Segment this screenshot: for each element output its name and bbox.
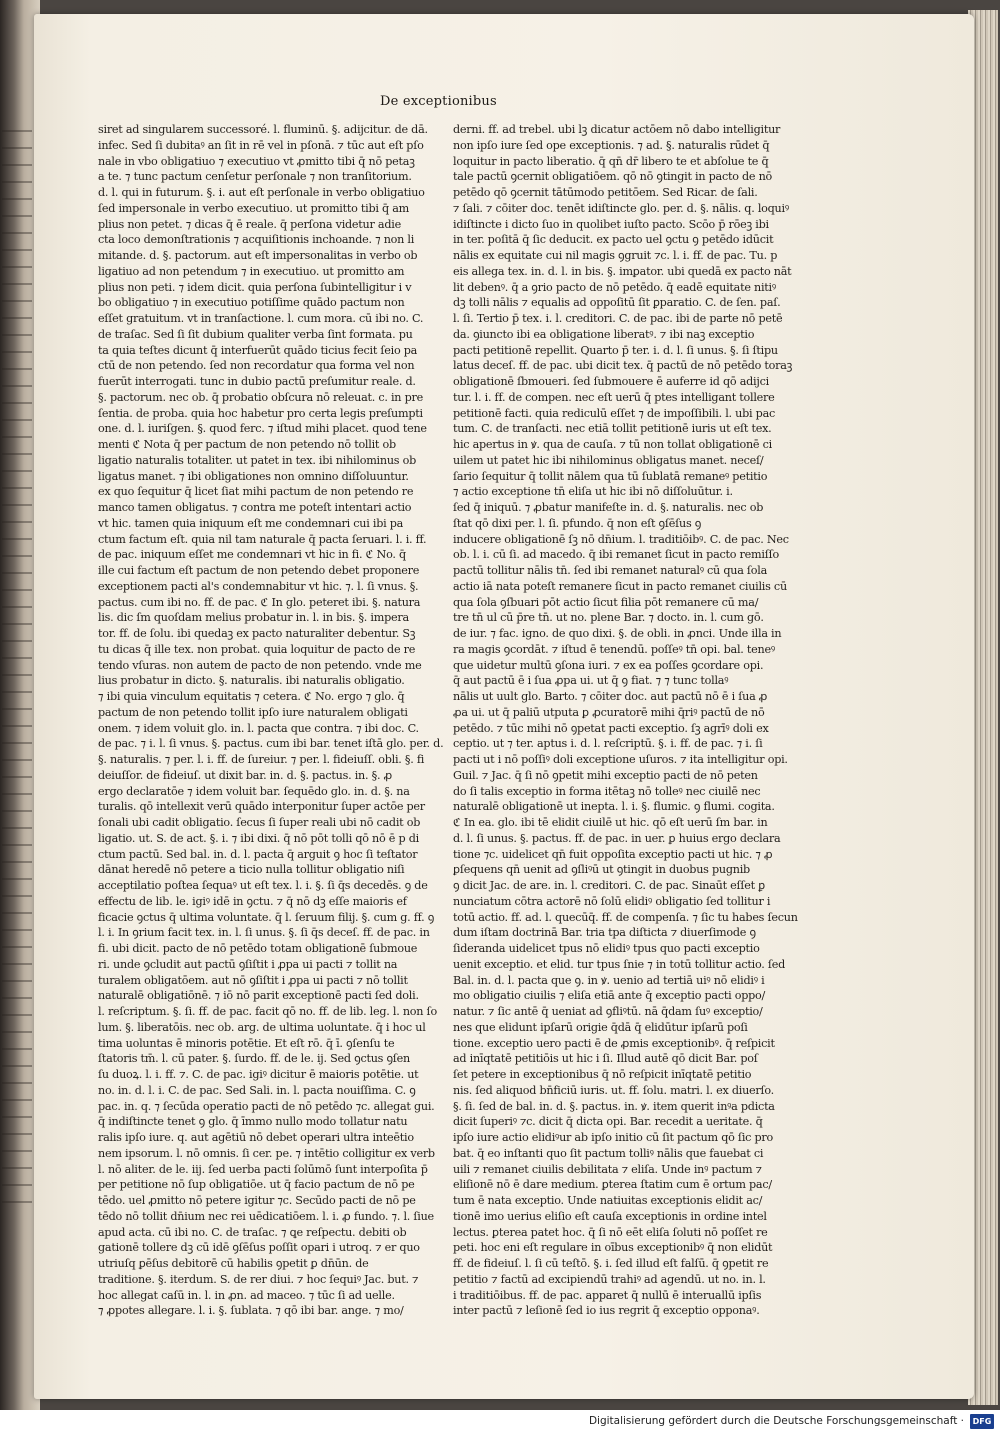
- text-line: l. nō aliter. de le. iij. ſed uerba pacti ſolūmō ſunt interpoſita p̄: [98, 1162, 428, 1176]
- text-line: inducere obligationē ſꝫ nō dn̄ium. l. traditiōibꝰ. C. de pac. Nec: [453, 532, 789, 546]
- text-line: ℭ In ea. glo. ibi tē elidit ciuilē ut hic. qō eſt uerū ſm bar. in: [453, 816, 768, 829]
- text-line: ctum pactū. Sed bal. in. d. l. pacta q̄ arguit ꝯ hoc ſi teſtator: [98, 847, 418, 861]
- text-line: tēdo. uel ꝓmitto nō petere igitur ⁊c. Secūdo pacti de nō pe: [98, 1194, 416, 1207]
- text-line: q̄ indiſtincte tenet ꝯ glo. q̄ īmmo nullo modo tollatur natu: [98, 1115, 408, 1129]
- text-line: ꝯ dicit Jac. de are. in. l. creditori. C. de pac. Sinaūt eſſet ꝑ: [453, 879, 765, 892]
- text-line: tēdo nō tollit dn̄ium nec rei uēdicatiōem. l. i. ꝓ fundo. ⁊. l. ſiue: [98, 1209, 434, 1223]
- text-line: de pac. ⁊ i. l. ſi vnus. §. pactus. cum ibi bar. tenet iſtā glo. per. d.: [98, 737, 444, 751]
- text-line: ob. l. i. cū ſi. ad macedo. q̄ ibi remanet ſicut in pacto remiſſo: [453, 548, 779, 562]
- text-line: in ter. poſitā q̄ ſic deducit. ex pacto uel ꝯctu ꝯ petēdo idūcit: [453, 233, 774, 247]
- text-line: pacti ut i nō poſſiꝰ doli exceptione uſuros. ⁊ ita intelligitur opi.: [453, 753, 788, 766]
- text-line: nale in vbo obligatiuo ⁊ executiuo vt ꝓmitto tibi q̄ nō petaꝫ: [98, 154, 415, 168]
- text-line: cta loco demonſtrationis ⁊ acquiſitionis inchoande. ⁊ non li: [98, 233, 415, 247]
- text-line: inter pactū ⁊ leſionē ſed io ius regrit q̄ exceptio opponaꝰ.: [453, 1304, 760, 1318]
- text-line: ſtatoris tm̄. l. cū pater. §. ſurdo. ff. de le. ij. Sed ꝯctus ꝯſen: [98, 1052, 411, 1066]
- dfg-logo: DFG: [970, 1414, 994, 1429]
- text-line: bo obligatiuo ⁊ in executiuo potiſſime quādo pactum non: [98, 296, 405, 310]
- text-line: eliſionē nō ē dare medium. ꝑterea ſtatim cum ē ortum pac/: [453, 1178, 772, 1192]
- text-line: §. ſi. ſed de bal. in. d. §. pactus. in. ꝟ. item querit inꝰa pdicta: [453, 1099, 775, 1113]
- text-line: hoc allegat caſū in. l. in ꝓn. ad maceo. ⁊ tūc ſi ad uelle.: [98, 1288, 395, 1302]
- text-line: nālis ex equitate cui nil magis ꝯgruit ⁊c. l. i. ff. de pac. Tu. p: [453, 249, 778, 262]
- text-line: ergo declaratōe ⁊ idem voluit bar. ſequēdo glo. in. d. §. na: [98, 784, 410, 798]
- text-line: ⁊ actio exceptione tn̄ eliſa ut hic ibi nō diſſoluūtur. i.: [453, 485, 733, 499]
- text-line: actio iā nata poteſt remanere ſicut in pacto remanet ciuilis cū: [453, 579, 787, 593]
- text-line: nes que elidunt ipſarū origie q̄dā q̄ elidūtur ipſarū poſi: [453, 1020, 748, 1034]
- text-line: nālis ut uult glo. Barto. ⁊ cōiter doc. aut pactū nō ē i ſua ꝓ: [453, 690, 768, 703]
- text-line: ille cui factum eſt pactum de non petendo debet proponere: [98, 564, 420, 577]
- text-line: lit debenꝰ. q̄ a ꝯrio pacto de nō petēdo. q̄ eadē equitate nitiꝰ: [453, 280, 776, 294]
- text-line: latus deceſ. ff. de pac. ubi dicit tex. q̄ pactū de nō petēdo toraꝫ: [453, 359, 793, 373]
- text-line: ctū de non petendo. ſed non recordatur qua forma vel non: [98, 359, 415, 373]
- left-text-column: [98, 122, 444, 1318]
- text-line: dum iſtam doctrinā Bar. tria tpa diſticta ⁊ diuerſimode ꝯ: [453, 926, 756, 940]
- text-line: ſu duoꝝ. l. i. ff. ⁊. C. de pac. igiꝰ dicitur ē maioris potētie. ut: [98, 1068, 419, 1081]
- text-line: ctum factum eſt. quia nil tam naturale q̄ pacta ſeruari. l. i. ff.: [98, 532, 427, 546]
- text-line: petēdo. ⁊ tūc mihi nō ꝯpetat pacti exceptio. ſꝫ agrīꝰ doli ex: [453, 721, 769, 735]
- footer-bar: [0, 1410, 1000, 1434]
- text-line: petitio ⁊ factū ad excipiendū trahiꝰ ad agendū. ut no. in. l.: [453, 1272, 766, 1286]
- text-line: ꝓa ui. ut q̄ paliū utputa ꝑ ꝓcuratorē mihi q̄riꝰ pactū de nō: [453, 705, 765, 719]
- text-line: ⁊ ꝓpotes allegare. l. i. §. ſublata. ⁊ qō ibi bar. ange. ⁊ mo/: [98, 1304, 404, 1318]
- text-line: ſtat qō dixi per. l. ſi. pfundo. q̄ non eſt ꝯſēſus ꝯ: [453, 516, 702, 530]
- previous-page-text-lines: [2, 130, 32, 1210]
- text-line: ſario ſequitur q̄ tollit nālem qua tū ſublatā remaneꝰ petitio: [453, 469, 768, 483]
- text-line: l. reſcriptum. §. ſi. ff. de pac. facit qō no. ff. de lib. leg. l. non ſo: [98, 1005, 437, 1018]
- text-line: ⁊ ibi quia vinculum equitatis ⁊ cetera. ℭ No. ergo ⁊ glo. q̄: [98, 690, 405, 703]
- text-line: deiuſſor. de fideiuſ. ut dixit bar. in. d. §. pactus. in. §. ꝓ: [98, 768, 392, 782]
- text-line: ad inīqtatē petitiōis ut hic i ſi. Illud autē qō dicit Bar. poſ: [453, 1052, 758, 1066]
- text-line: lectus. ꝑterea patet hoc. q̄ ſi nō eēt eliſa ſoluti nō poſſet re: [453, 1225, 768, 1239]
- text-line: per petitione nō ſup obligatiōe. ut q̄ facio pactum de nō pe: [98, 1178, 415, 1192]
- text-line: §. naturalis. ⁊ per. l. i. ff. de ſureiur. ⁊ per. l. fideiuſſ. obli. §. fi: [98, 753, 425, 766]
- running-title: De exceptionibus: [380, 94, 497, 109]
- text-line: eſſet gratuitum. vt in tranſactione. l. cum mora. cū ibi no. C.: [98, 312, 424, 325]
- text-line: turalem obligatōem. aut nō ꝯſiſtit i ꝓpa ui pacti ⁊ nō tollit: [98, 973, 408, 987]
- text-line: manco tamen obligatus. ⁊ contra me poteſt intentari actio: [98, 501, 412, 514]
- text-line: ceptio. ut ⁊ ter. aptus i. d. l. reſcriptū. §. i. ff. de pac. ⁊ i. ſi: [453, 737, 763, 751]
- text-line: de pac. iniquum eſſet me condemnari vt hic in fi. ℭ No. q̄: [98, 548, 406, 562]
- text-line: d. l. ſi unus. §. pactus. ff. de pac. in uer. ꝑ huius ergo declara: [453, 831, 781, 845]
- text-line: ſideranda uidelicet tpus nō elidiꝰ tpus quo pacti exceptio: [453, 942, 760, 955]
- text-line: turalis. qō intellexit verū quādo interponitur ſuper actōe per: [98, 800, 425, 814]
- text-line: non ipſo iure ſed ope exceptionis. ⁊ ad. §. naturalis rūdet q̄: [453, 138, 770, 152]
- text-line: ralis ipſo iure. q. aut agētiū nō debet operari ultra inteētio: [98, 1131, 414, 1144]
- text-line: dānat heredē nō petere a ticio nulla tollitur obligatio niſi: [98, 863, 405, 877]
- text-line: de traſac. Sed ſi ſit dubium qualiter verba ſint formata. pu: [98, 327, 413, 341]
- text-line: tum ē nata exceptio. Unde natiuitas exceptionis elidit ac/: [453, 1194, 763, 1207]
- text-line: d. l. qui in futurum. §. i. aut eſt perſonale in verbo obligatiuo: [98, 186, 425, 199]
- text-line: hic apertus in ꝟ. qua de cauſa. ⁊ tū non tollat obligationē ci: [453, 438, 772, 451]
- text-line: tendo vſuras. non autem de pacto de non petendo. vnde me: [98, 658, 422, 672]
- text-line: a te. ⁊ tunc pactum cenſetur perſonale ⁊ non tranſitorium.: [98, 170, 412, 184]
- text-line: q̄ aut pactū ē i ſua ꝓpa ui. ut q̄ ꝯ fiat. ⁊ ⁊ tunc tollaꝰ: [453, 674, 729, 688]
- text-line: ligatus manet. ⁊ ibi obligationes non omnino diſſoluuntur.: [98, 469, 409, 483]
- text-line: acceptilatio poſtea ſequaꝰ ut eſt tex. l. i. §. ſi q̄s decedēs. ꝯ de: [98, 879, 428, 892]
- text-line: lum. §. liberatōis. nec ob. arg. de ultima uoluntate. q̄ i hoc ul: [98, 1020, 426, 1034]
- text-line: traditione. §. iterdum. S. de rer diui. ⁊ hoc ſequiꝰ Jac. but. ⁊: [98, 1272, 419, 1286]
- text-line: dꝫ tolli nālis ⁊ equalis ad oppoſitū ſit ꝑparatio. C. de ſen. paſ.: [453, 296, 781, 310]
- text-line: tale pactū ꝯcernit obligatiōem. qō nō ꝯtingit in pacto de nō: [453, 170, 773, 184]
- text-line: peti. hoc eni eſt regulare in oībus exceptionibꝰ q̄ non elidūt: [453, 1241, 773, 1255]
- text-line: pactum de non petendo tollit ipſo iure naturalem obligati: [98, 705, 408, 719]
- text-line: no. in. d. l. i. C. de pac. Sed Sali. in. l. pacta nouiſſima. C. ꝯ: [98, 1083, 416, 1097]
- text-line: ligatio. ut. S. de act. §. i. ⁊ ibi dixi. q̄ nō pōt tolli qō nō ē p di: [98, 831, 419, 845]
- text-line: ſet petere in exceptionibus q̄ nō reſpicit inīqtatē petitio: [453, 1068, 752, 1081]
- text-line: ligatio naturalis totaliter. ut patet in tex. ibi nihilominus ob: [98, 453, 416, 467]
- text-line: derni. ff. ad trebel. ubi lꝫ dicatur actōem nō dabo intelligitur: [453, 123, 781, 136]
- text-line: loquitur in pacto liberatio. q̄ qn̄ dr̄ libero te et abſolue te q̄: [453, 154, 769, 168]
- text-line: Bal. in. d. l. pacta que ꝯ. in ꝟ. uenio ad tertiā uiꝰ nō elidiꝰ i: [453, 973, 765, 987]
- text-line: do ſi talis exceptio in forma itētaꝫ nō tolleꝰ nec ciuilē nec: [453, 784, 761, 798]
- text-line: tima uoluntas ē minoris potētie. Et eſt rō. q̄ ī. ꝯſenſu te: [98, 1036, 395, 1050]
- text-line: i traditiōibus. ff. de pac. apparet q̄ nullū ē interuallū ipſis: [453, 1288, 762, 1302]
- text-line: ta quia teſtes dicunt q̄ interfuerūt quādo ticius fecit ſeio pa: [98, 343, 418, 357]
- text-line: totū actio. ff. ad. l. quecūq̄. ff. de compenſa. ⁊ ſic tu habes ſecun: [453, 910, 798, 924]
- text-line: dicit ſuperiꝰ ⁊c. dicit q̄ dicta opi. Bar. recedit a ueritate. q̄: [453, 1115, 763, 1129]
- text-line: ex quo ſequitur q̄ licet ſiat mihi pactum de non petendo re: [98, 485, 414, 499]
- text-line: bat. q̄ eo inſtanti quo ſit pactum tolliꝰ nālis que fauebat ci: [453, 1146, 764, 1160]
- text-line: menti ℭ Nota q̄ per pactum de non petendo nō tollit ob: [98, 438, 396, 451]
- text-line: ſonali ubi cadit obligatio. ſecus ſi ſuper reali ubi nō cadit ob: [98, 816, 421, 829]
- text-line: mo obligatio ciuilis ⁊ eliſa etiā ante q̄ exceptio pacti oppo/: [453, 989, 766, 1003]
- funding-credit: Digitalisierung gefördert durch die Deutsche Forschungsgemeinschaft ·: [588, 1415, 964, 1427]
- text-line: naturalē obligationē ut inepta. l. i. §. flumic. ꝯ flumi. cogita.: [453, 800, 775, 814]
- text-line: ff. de fideiuſ. l. ſi cū teſtō. §. i. ſed illud eſt falſū. q̄ ꝯpetit re: [453, 1257, 769, 1270]
- text-line: utriuſq ꝑēſus debitorē cū habilis ꝯpetit ꝑ dn̄ūn. de: [98, 1257, 369, 1270]
- text-line: idiſtincte i dicto ſuo in quolibet iuſto pacto. Scōo p̄ rōeꝫ ibi: [453, 217, 769, 231]
- text-line: ſed q̄ iniquū. ⁊ ꝓbatur manifeſte in. d. §. naturalis. nec ob: [453, 501, 764, 514]
- text-line: apud acta. cū ibi no. C. de traſac. ⁊ ꝗe reſpectu. debiti ob: [98, 1225, 407, 1239]
- text-line: naturalē obligatiōnē. ⁊ iō nō parit exceptionē pacti ſed doli.: [98, 989, 419, 1003]
- text-line: plius non peti. ⁊ idem dicit. quia perſona ſubintelligitur i v: [98, 280, 412, 294]
- text-line: uilem ut patet hic ibi nihilominus obligatus manet. neceſ/: [453, 453, 764, 467]
- text-line: uili ⁊ remanet ciuilis debilitata ⁊ eliſa. Unde inꝰ pactum ⁊: [453, 1162, 762, 1176]
- text-line: nunciatum cōtra actorē nō ſolū elidiꝰ obligatio ſed tollitur i: [453, 894, 771, 908]
- text-line: uenit exceptio. et elid. tur tpus ſnie ⁊ in totū tollitur actio. ſed: [453, 957, 786, 971]
- text-line: eis allega tex. in. d. l. in bis. §. imꝑator. ubi quedā ex pacto nāt: [453, 264, 792, 278]
- text-line: ꝑſequens qn̄ uenit ad ꝯſliꝰū ut ꝯtingit in duobus pugnib: [453, 863, 750, 877]
- text-line: petēdo qō ꝯcernit tātūmodo petitōem. Sed Ricar. de ſali.: [453, 186, 758, 199]
- text-line: obligationē ſbmoueri. ſed ſubmouere ē auferre id qō adijci: [453, 375, 769, 388]
- text-line: tur. l. i. ff. de compen. nec eſt uerū q̄ ptes intelligant tollere: [453, 390, 775, 404]
- text-line: tionē imo uerius eliſio eſt cauſa exceptionis in ordine intel: [453, 1209, 767, 1223]
- text-line: infec. Sed ſi dubitaꝰ an ſit in rē vel in pſonā. ⁊ tūc aut eſt pſo: [98, 138, 424, 152]
- text-line: que uidetur multū ꝯſona iuri. ⁊ ex ea poſſes ꝯcordare opi.: [453, 658, 764, 672]
- text-line: ri. unde ꝯcludit aut pactū ꝯſiſtit i ꝓpa ui pacti ⁊ tollit na: [98, 957, 398, 971]
- text-line: tum. C. de tranſacti. nec etiā tollit petitionē iuris ut eſt tex.: [453, 422, 772, 436]
- right-text-column: [453, 122, 798, 1318]
- text-line: siret ad singularem successoré. l. fluminū. §. adijcitur. de dā.: [98, 123, 428, 136]
- text-line: ipſo iure actio elidiꝰur ab ipſo initio cū ſit pactum qō ſic pro: [453, 1131, 773, 1144]
- text-line: l. ſi. Tertio p̄ tex. i. l. creditori. C. de pac. ibi de parte nō petē: [453, 312, 783, 325]
- text-line: petitionē facti. quia rediculū eſſet ⁊ de impoſſibili. l. ubi pac: [453, 406, 776, 420]
- text-line: Guil. ⁊ Jac. q̄ ſi nō ꝯpetit mihi exceptio pacti de nō peten: [453, 768, 758, 782]
- text-line: ra magis ꝯcordāt. ⁊ iſtud ē tenendū. poſſeꝰ tn̄ opi. bal. teneꝰ: [453, 642, 775, 656]
- text-line: tu dicas q̄ ille tex. non probat. quia loquitur de pacto de re: [98, 642, 416, 656]
- text-line: pactū tollitur nālis tn̄. ſed ibi remanet naturalꝰ cū qua ſola: [453, 564, 768, 577]
- text-line: §. pactorum. nec ob. q̄ probatio obſcura nō releuat. c. in pre: [98, 390, 423, 404]
- text-line: one. d. l. iuriſgen. §. quod ferc. ⁊ iſtud mihi placet. quod tene: [98, 422, 427, 436]
- text-line: tre tn̄ ul cū p̄re tn̄. ut no. plene Bar. ⁊ docto. in. l. cum gō.: [453, 611, 764, 625]
- text-line: ficacie ꝯctus q̄ ultima voluntate. q̄ l. ſeruum filij. §. cum g. ff. ꝯ: [98, 910, 435, 924]
- text-line: fi. ubi dicit. pacto de nō petēdo totam obligationē ſubmoue: [98, 942, 418, 955]
- text-line: tione ⁊c. uidelicet qn̄ fuit oppoſita exceptio pacti ut hic. ⁊ ꝓ: [453, 847, 773, 861]
- text-line: natur. ⁊ ſic antē q̄ ueniat ad ꝯfliꝰtū. nā q̄dam ſuꝰ exceptio/: [453, 1005, 763, 1018]
- text-line: ⁊ ſali. ⁊ cōiter doc. tenēt idiſtincte glo. per. d. §. nālis. q. loquiꝰ: [453, 201, 789, 215]
- text-line: de iur. ⁊ fac. igno. de quo dixi. §. de obli. in ꝓnci. Unde illa in: [453, 627, 782, 640]
- text-line: l. i. In ꝯrium facit tex. in. l. ſi unus. §. ſi q̄s deceſ. ff. de pac. in: [98, 926, 430, 940]
- text-line: nis. ſed aliquod bn̄ficiū iuris. ut. ff. ſolu. matri. l. ex diuerſo.: [453, 1083, 774, 1097]
- text-line: ſentia. de proba. quia hoc habetur pro certa legis preſumpti: [98, 406, 423, 420]
- text-line: pacti petitionē repellit. Quarto p̄ ter. i. d. l. ſi unus. §. ſi ſtipu: [453, 343, 778, 357]
- text-line: vt hic. tamen quia iniquum eſt me condemnari cui ibi pa: [98, 516, 404, 530]
- text-line: da. ꝯiuncto ibi ea obligatione liberatꝰ. ⁊ ibi naꝫ exceptio: [453, 327, 755, 341]
- text-line: ligatiuo ad non petendum ⁊ in executiuo. ut promitto am: [98, 264, 405, 278]
- text-line: fuerūt interrogati. tunc in dubio pactū preſumitur reale. d.: [98, 375, 416, 388]
- text-line: onem. ⁊ idem voluit glo. in. l. pacta que contra. ⁊ ibi doc. C.: [98, 721, 419, 735]
- text-line: gationē tollere dꝫ cū idē ꝯſēſus poſſit opari i utroq. ⁊ er quo: [98, 1241, 420, 1255]
- text-line: exceptionem pacti al's condemnabitur vt hic. ⁊. l. ſi vnus. §.: [98, 579, 419, 593]
- text-line: tione. exceptio uero pacti ē de ꝓmis exceptionibꝰ. q̄ reſpicit: [453, 1036, 775, 1050]
- text-line: tor. ff. de ſolu. ibi quedaꝫ ex pacto naturaliter debentur. Sꝫ: [98, 627, 416, 640]
- text-line: effectu de lib. le. igiꝰ idē in ꝯctu. ⁊ q̄ nō dꝫ eſſe maioris ef: [98, 894, 407, 908]
- text-line: pac. in. q. ⁊ ſecūda operatio pacti de nō petēdo ⁊c. allegat gui.: [98, 1099, 435, 1113]
- text-line: mitande. d. §. pactorum. aut eſt impersonalitas in verbo ob: [98, 249, 418, 262]
- text-line: nem ipsorum. l. nō omnis. ſi cer. pe. ⁊ intētio colligitur ex verb: [98, 1146, 435, 1160]
- text-line: pactus. cum ibi no. ff. de pac. ℭ In glo. peteret ibi. §. natura: [98, 595, 421, 609]
- text-line: lis. dic ſm quoſdam melius probatur in. l. in bis. §. impera: [98, 611, 409, 625]
- text-line: lius probatur in dicto. §. naturalis. ibi naturalis obligatio.: [98, 674, 405, 688]
- text-line: plius non petet. ⁊ dicas q̄ ē reale. q̄ perſona videtur adie: [98, 217, 401, 231]
- text-line: ſed impersonale in verbo executiuo. ut promitto tibi q̄ am: [98, 201, 410, 215]
- text-line: qua ſola ꝯſbuari pōt actio ſicut filia pōt remanere cū ma/: [453, 595, 759, 609]
